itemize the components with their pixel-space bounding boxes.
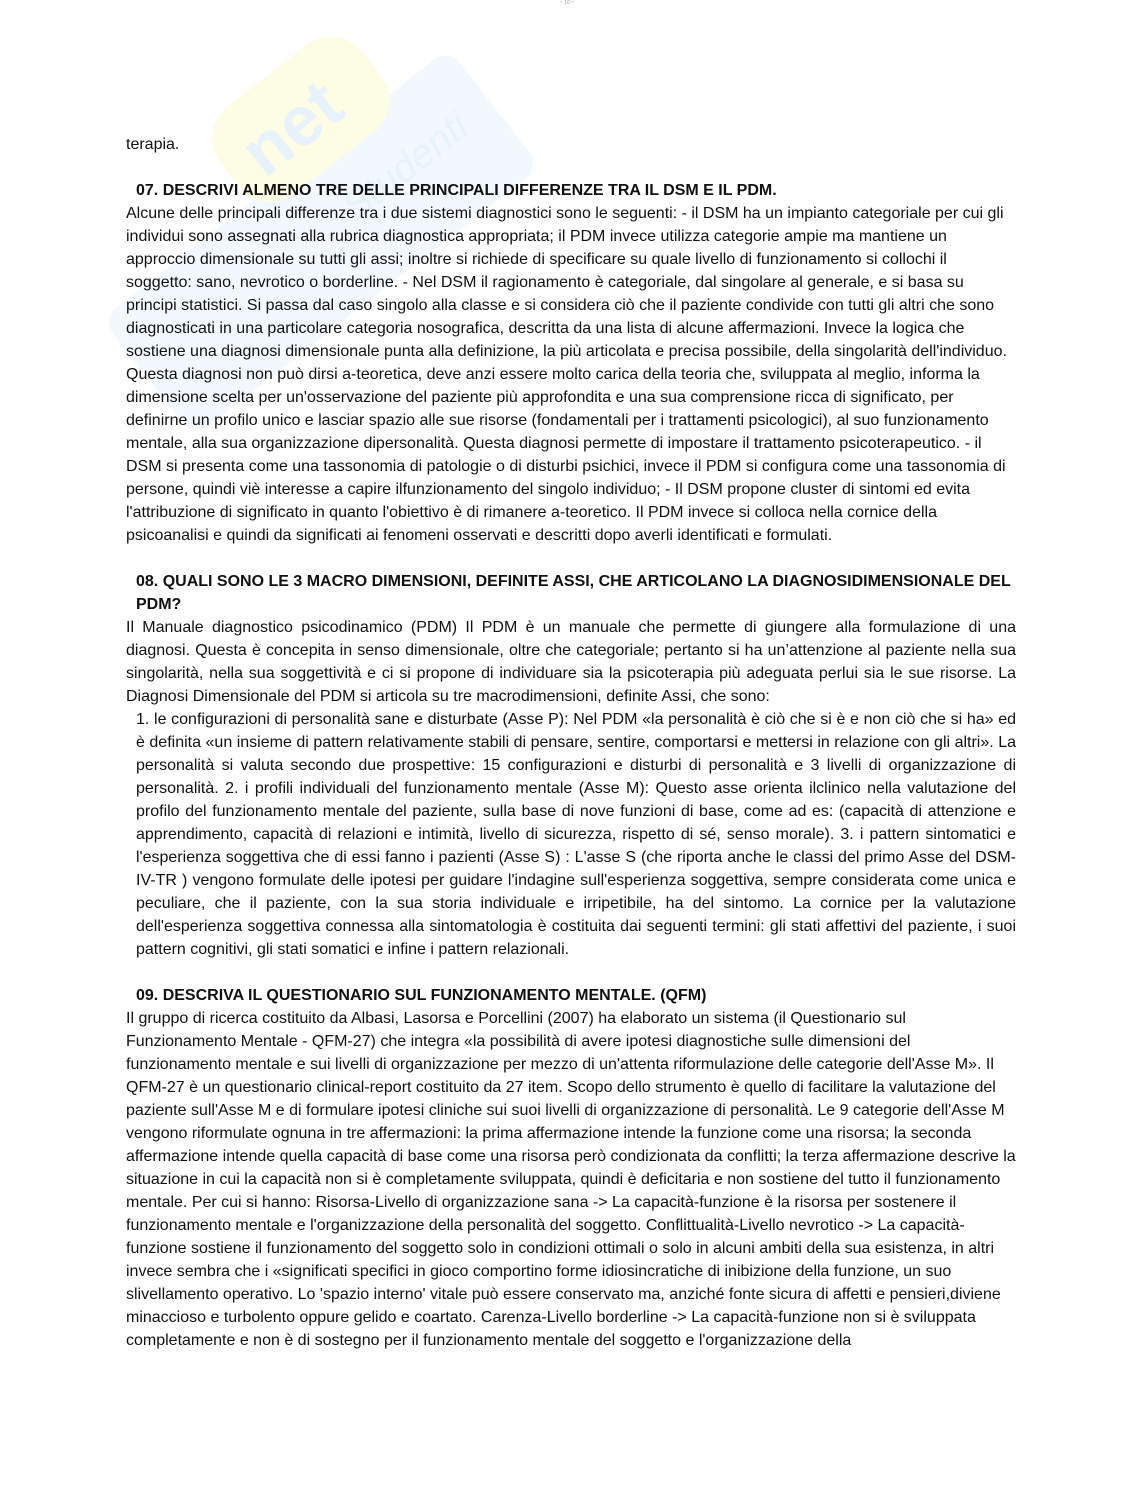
question-07-answer: Alcune delle principali differenze tra i due sistemi diagnostici sono le seguenti: - il DSM ha un impianto categoriale per cui gli individui sono assegnati alla rubrica diagnostica appropriata; il PDM invece utilizza categorie ampie ma mantiene un approccio dimensionale su tutti gli assi; inoltre si richiede di specificare su quale livello di funzionamento si collochi il soggetto: sano, nevrotico o borderline. - Nel DSM il ragionamento è categoriale, dal singolare al generale, e si basa su principi statistici. Si passa dal caso singolo alla classe e si considera ciò che il paziente condivide con tutti gli altri che sono diagnosticati in una particolare categoria nosografica, descritta da una lista di alcune affermazioni. Invece la logica che sostiene una diagnosi dimensionale punta alla definizione, la più articolata e precisa possibile, della singolarità dell'individuo. Questa diagnosi non può dirsi a-teoretica, deve anzi essere molto carica della teoria che, sviluppata al meglio, informa la dimensione scelta per un'osservazione del paziente più approfondita e una sua comprensione ricca di significato, per definirne un profilo unico e lasciar spazio alle sue risorse (fondamentali per i trattamenti psicologici), al suo funzionamento mentale, alla sua organizzazione dipersonalità. Questa diagnosi permette di impostare il trattamento psicoterapeutico. - il DSM si presenta come una tassonomia di patologie o di disturbi psichici, invece il PDM si configura come una tassonomia di persone, quindi viè interesse a capire ilfunzionamento del singolo individuo; - Il DSM propone cluster di sintomi ed evita l'attribuzione di significato in quanto l'obiettivo è di rimanere a-teoretico. Il PDM invece si colloca nella cornice della psicoanalisi e quindi da significati ai fenomeni osservati e descritti dopo averli identificati e formulati. [126, 205, 1007, 544]
question-08-title: 08. QUALI SONO LE 3 MACRO DIMENSIONI, DEFINITE ASSI, CHE ARTICOLANO LA DIAGNOSIDIMENSIONALE DEL PDM? [136, 573, 1011, 613]
watermark-site-text: net [226, 64, 357, 191]
question-08-answer: Il Manuale diagnostico psicodinamico (PDM) Il PDM è un manuale che permette di giungere alla formulazione di una diagnosi. Questa è concepita in senso dimensionale, oltre che categoriale; pertanto si ha un’attenzione al paziente nella sua singolarità, nella sua soggettività e ci si propone di individuare sia la psicoterapia più adeguata perlui sia le sue risorse. La Diagnosi Dimensionale del PDM si articola su tre macrodimensioni, definite Assi, che sono: [126, 619, 1016, 705]
question-07-title: 07. DESCRIVI ALMENO TRE DELLE PRINCIPALI DIFFERENZE TRA IL DSM E IL PDM. [136, 182, 777, 199]
document-body [126, 133, 1016, 1352]
question-09-answer: Il gruppo di ricerca costituito da Albasi, Lasorsa e Porcellini (2007) ha elaborato un sistema (il Questionario sul Funzionamento Mentale - QFM-27) che integra «la possibilità di avere ipotesi diagnostiche sulle dimensioni del funzionamento mentale e sui livelli di organizzazione per mezzo di un'attenta riformulazione delle categorie dell'Asse M». Il QFM-27 è un questionario clinical-report costituito da 27 item. Scopo dello strumento è quello di facilitare la valutazione del paziente sull'Asse M e di formulare ipotesi cliniche sui suoi livelli di organizzazione di personalità. Le 9 categorie dell'Asse M vengono riformulate ognuna in tre affermazioni: la prima affermazione intende la funzione come una risorsa; la seconda affermazione intende quella capacità di base come una risorsa però condizionata da conflitti; la terza affermazione descrive la situazione in cui la capacità non si è completamente sviluppata, quindi è deficitaria e non sostiene del tutto il funzionamento mentale. Per cui si hanno: Risorsa-Livello di organizzazione sana -> La capacità-funzione è la risorsa per sostenere il funzionamento mentale e l'organizzazione della personalità del soggetto. Conflittualità-Livello nevrotico -> La capacità-funzione sostiene il funzionamento del soggetto solo in condizioni ottimali o solo in alcuni ambiti della sua esistenza, in altri invece sembra che i «significati specifici in gioco comportino forme idiosincratiche di inibizione della funzione, un suo slivellamento operativo. Lo 'spazio interno' vitale può essere conservato ma, anziché fonte sicura di affetti e pensieri,diviene minaccioso e turbolento oppure gelido e coartato. Carenza-Livello borderline -> La capacità-funzione non si è sviluppata completamente e non è di sostegno per il funzionamento mentale del soggetto e l'organizzazione della [126, 1010, 1016, 1349]
watermark-tagline-text: Studenti [334, 104, 477, 230]
question-09-title: 09. DESCRIVA IL QUESTIONARIO SUL FUNZIONAMENTO MENTALE. (QFM) [136, 987, 707, 1004]
page-header-mark: ~ 10 ~ [560, 0, 575, 6]
question-08-list: 1. le configurazioni di personalità sane e disturbate (Asse P): Nel PDM «la personalità è ciò che si è e non ciò che si ha» ed è definita «un insieme di pattern relativamente stabili di pensare, sentire, comportarsi e mettersi in relazione con gli altri». La personalità si valuta secondo due prospettive: 15 configurazioni e disturbi di personalità e 3 livelli di organizzazione di personalità. 2. i profili individuali del funzionamento mentale (Asse M): Questo asse orienta ilclinico nella valutazione del profilo del funzionamento mentale del paziente, sulla base di nove funzioni di base, come ad es: (capacità di attenzione e apprendimento, capacità di relazioni e intimità, livello di sicurezza, rispetto di sé, senso morale). 3. i pattern sintomatici e l'esperienza soggettiva che di essi fanno i pazienti (Asse S) : L'asse S (che riporta anche le classi del primo Asse del DSM-IV-TR ) vengono formulate delle ipotesi per guidare l'indagine sull'esperienza soggettiva, sempre considerata come unica e peculiare, che il paziente, con la sua storia individuale e irripetibile, ha del sintomo. La cornice per la valutazione dell'esperienza soggettiva connessa alla sintomatologia è costituita dai seguenti termini: gli stati affettivi del paziente, i suoi pattern cognitivi, gli stati somatici e infine i pattern relazionali. [136, 711, 1016, 958]
intro-text: terapia. [126, 136, 180, 153]
